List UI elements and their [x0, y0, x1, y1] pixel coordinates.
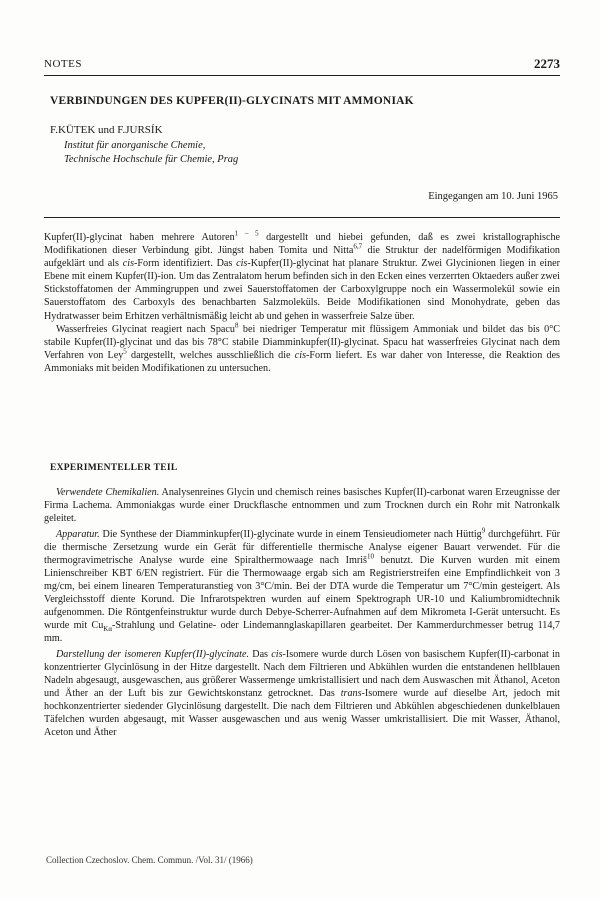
institution-line-2: Technische Hochschule für Chemie, Prag	[64, 154, 239, 165]
section-heading: EXPERIMENTELLER TEIL	[50, 463, 178, 473]
article-title: VERBINDUNGEN DES KUPFER(II)-GLYCINATS MIT AMMONIAK	[50, 95, 414, 107]
apparatus-paragraph: Apparatur. Die Synthese der Diamminkupfer(II)-glycinate wurde in einem Tensieudiometer nach Hüttig$^9$ durchgeführt. Für die thermische Zersetzung wurde ein Gerät für differentielle thermische Analyse eigener Bauart verwendet. Für die thermogravimetrische Analyse wurde eine Spiralthermowaage nach Imriš$^{10}$ benutzt. Die Kurven wurden mit einem Linienschreiber KBT 6/EN registriert. Für die Thermowaage ergab sich am Registrierstreifen eine Empfindlichkeit von 3 mg/cm, bei einem linearen Temperaturanstieg von 3°C/min. Bei der DTA wurde die Temperatur um 7°C/min gesteigert. Als Vergleichsstoff diente Korund. Die Infrarotspektren wurden auf einem Spektrograph UR-10 und Kaliumbromidtechnik aufgenommen. Die Röntgenfeinstruktur wurde durch Debye-Scherrer-Aufnahmen auf dem Mikrometa I-Gerät untersucht. Es wurde mit $Cu_{K\alpha}$-Strahlung und Gelatine- oder Lindemannglaskapillaren gearbeitet. Der Kammerdurchmesser betrug 114,7 mm.	[44, 526, 561, 644]
received-date: Eingegangen am 10. Juni 1965	[428, 191, 558, 202]
journal-footer: Collection Czechoslov. Chem. Commun. /Vol. 31/ (1966)	[46, 855, 253, 865]
running-header	[44, 58, 560, 74]
introduction	[44, 231, 560, 375]
chemicals-paragraph: Verwendete Chemikalien. Analysenreines Glycin und chemisch reines basisches Kupfer(II)-carbonat waren Erzeugnisse der Firma Lachema. Ammoniakgas wurde einer Druckflasche entnommen und zum Trocknen durch ein Rohr mit Natronkalk geleitet.	[44, 487, 560, 524]
section-label: NOTES	[44, 58, 82, 70]
intro-paragraph-2: Wasserfreies Glycinat reagiert nach Spacu$^8$ bei niedriger Temperatur mit flüssigem Ammoniak und bildet das bis 0°C stabile Kupfer(II)-glycinat und das bis 78°C stabile Diamminkupfer(II)-glycinat. Spacu hat wasserfreies Glycinat nach dem Verfahren von Ley$^5$ dargestellt, welches ausschließlich die cis-Form liefert. Es war daher von Interesse, die Reaktion des Ammoniaks mit beiden Modifikationen zu untersuchen.	[44, 321, 560, 374]
preparation-paragraph: Darstellung der isomeren Kupfer(II)-glycinate. Das cis-Isomere wurde durch Lösen von basischem Kupfer(II)-carbonat in konzentrierter Glycinlösung in der Hitze dargestellt. Nach dem Filtrieren und Abkühlen wurden die entstandenen hellblauen Nadeln abgesaugt, ausgewaschen, aus größerer Wassermenge umkristallisiert und nach dem Auswaschen mit Äthanol, Aceton und Äther an der Luft bis zur Gewichtskonstanz getrocknet. Das trans-Isomere wurde auf dieselbe Art, jedoch mit hochkonzentrierter siedender Glycinlösung dargestellt. Die nach dem Filtrieren und Abkühlen abgeschiedenen dunkelblauen Täfelchen wurden abgesaugt, mit Wasser ausgewaschen und aus wenig Wasser umkristallisiert. Die mit Wasser, Äthanol, Aceton und Äther	[44, 649, 560, 738]
header-rule	[44, 75, 560, 76]
intro-paragraph-1: Kupfer(II)-glycinat haben mehrere Autoren$^{1 - 5}$ dargestellt und hiebei gefunden, daß es zwei kristallographische Modifikationen dieser Verbindung gibt. Jüngst haben Tomita und Nitta$^{6,7}$ die Struktur der nadelförmigen Modifikation aufgeklärt und als cis-Form identifiziert. Das cis-Kupfer(II)-glycinat hat planare Struktur. Zwei Glycinionen liegen in einer Ebene mit einem Kupfer(II)-ion. Um das Zentralatom herum befinden sich in den Ecken eines verzerrten Oktaeders außer zwei Stickstoffatomen der Ammingruppen und zwei Sauerstoffatomen der Carboxylgruppe noch ein Wassermolekül sowie ein Sauerstoffatom des Carboxyls des benachbarten Salzmoleküls. Beide Modifikationen sind Monohydrate, geben das Hydratwasser beim Erhitzen verhältnismäßig leicht ab und gehen in wasserfreie Salze über.	[44, 229, 561, 322]
authors: F.KÜTEK und F.JURSÍK	[50, 124, 163, 136]
experimental-section	[44, 486, 560, 742]
journal-page	[44, 0, 560, 900]
institution-line-1: Institut für anorganische Chemie,	[64, 140, 206, 151]
abstract-rule	[44, 217, 560, 218]
page-number: 2273	[534, 56, 560, 71]
